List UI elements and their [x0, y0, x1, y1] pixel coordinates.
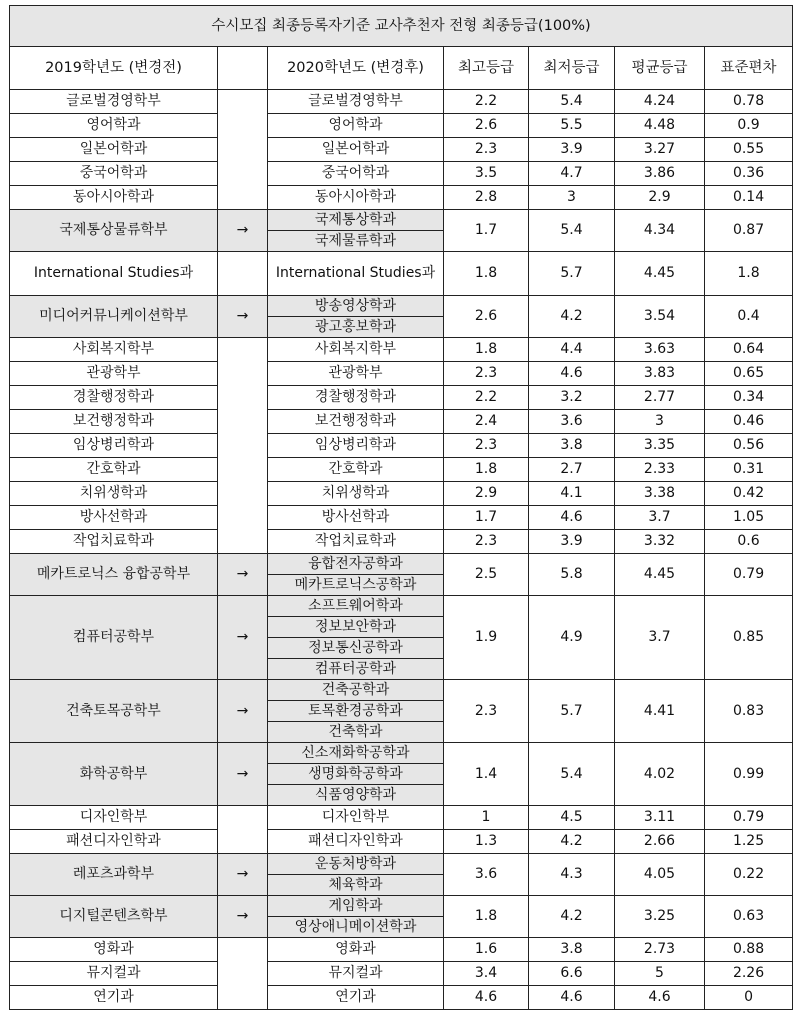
- max-grade-cell: 2.6: [444, 296, 529, 338]
- max-grade-cell: 1.9: [444, 596, 529, 680]
- header-row: [10, 47, 793, 90]
- old-dept-cell: 관광학부: [10, 362, 218, 386]
- new-dept-cell: 게임학과: [268, 896, 444, 917]
- change-arrow-cell: [218, 186, 268, 210]
- std-dev-cell: 0.88: [705, 938, 793, 962]
- table-row: [10, 162, 793, 186]
- old-dept-cell: 패션디자인학과: [10, 830, 218, 854]
- change-arrow-cell: [218, 938, 268, 962]
- max-grade-cell: 1.8: [444, 458, 529, 482]
- new-dept-cell: 토목환경공학과: [268, 701, 444, 722]
- max-grade-cell: 2.2: [444, 90, 529, 114]
- std-dev-cell: 0.79: [705, 806, 793, 830]
- new-dept-cell: 건축공학과: [268, 680, 444, 701]
- min-grade-cell: 5.4: [529, 743, 615, 806]
- old-dept-cell: 영화과: [10, 938, 218, 962]
- min-grade-cell: 4.2: [529, 830, 615, 854]
- max-grade-cell: 2.3: [444, 434, 529, 458]
- change-arrow-cell: →: [218, 680, 268, 743]
- avg-grade-cell: 3.32: [615, 530, 705, 554]
- old-dept-cell: 뮤지컬과: [10, 962, 218, 986]
- grade-table-sheet: [9, 5, 792, 1010]
- max-grade-cell: 1.6: [444, 938, 529, 962]
- table-row: [10, 506, 793, 530]
- old-dept-cell: 일본어학과: [10, 138, 218, 162]
- old-dept-cell: 글로벌경영학부: [10, 90, 218, 114]
- new-dept-cell: 융합전자공학과: [268, 554, 444, 575]
- table-row: [10, 410, 793, 434]
- std-dev-cell: 0.6: [705, 530, 793, 554]
- min-grade-cell: 3.9: [529, 530, 615, 554]
- new-dept-cell: 동아시아학과: [268, 186, 444, 210]
- old-dept-cell: 디지털콘텐츠학부: [10, 896, 218, 938]
- grade-table-body: [10, 6, 793, 1010]
- old-dept-cell: 사회복지학부: [10, 338, 218, 362]
- change-arrow-cell: [218, 338, 268, 362]
- new-dept-cell: 일본어학과: [268, 138, 444, 162]
- grade-table: [9, 5, 793, 1010]
- table-row: [10, 680, 793, 701]
- new-dept-cell: 연기과: [268, 986, 444, 1010]
- std-dev-cell: 0.87: [705, 210, 793, 252]
- max-grade-cell: 1.8: [444, 896, 529, 938]
- change-arrow-cell: [218, 434, 268, 458]
- min-grade-cell: 3.6: [529, 410, 615, 434]
- std-dev-cell: 2.26: [705, 962, 793, 986]
- avg-grade-cell: 4.34: [615, 210, 705, 252]
- table-row: [10, 830, 793, 854]
- new-dept-cell: 중국어학과: [268, 162, 444, 186]
- avg-grade-cell: 4.05: [615, 854, 705, 896]
- old-dept-cell: 연기과: [10, 986, 218, 1010]
- min-grade-cell: 4.1: [529, 482, 615, 506]
- change-arrow-cell: [218, 138, 268, 162]
- max-grade-cell: 3.6: [444, 854, 529, 896]
- header-arrow-blank: [218, 47, 268, 90]
- min-grade-cell: 4.2: [529, 896, 615, 938]
- header-max-grade: 최고등급: [444, 47, 529, 90]
- change-arrow-cell: →: [218, 296, 268, 338]
- table-row: [10, 986, 793, 1010]
- std-dev-cell: 0.55: [705, 138, 793, 162]
- header-min-grade: 최저등급: [529, 47, 615, 90]
- table-row: [10, 186, 793, 210]
- new-dept-cell: 체육학과: [268, 875, 444, 896]
- avg-grade-cell: 4.48: [615, 114, 705, 138]
- change-arrow-cell: [218, 986, 268, 1010]
- new-dept-cell: 생명화학공학과: [268, 764, 444, 785]
- change-arrow-cell: [218, 806, 268, 830]
- change-arrow-cell: [218, 830, 268, 854]
- std-dev-cell: 0.4: [705, 296, 793, 338]
- max-grade-cell: 2.6: [444, 114, 529, 138]
- avg-grade-cell: 4.45: [615, 252, 705, 296]
- change-arrow-cell: [218, 458, 268, 482]
- std-dev-cell: 0.56: [705, 434, 793, 458]
- table-row: [10, 362, 793, 386]
- min-grade-cell: 4.6: [529, 362, 615, 386]
- table-row: [10, 530, 793, 554]
- old-dept-cell: 건축토목공학부: [10, 680, 218, 743]
- min-grade-cell: 4.6: [529, 506, 615, 530]
- change-arrow-cell: [218, 90, 268, 114]
- new-dept-cell: 관광학부: [268, 362, 444, 386]
- change-arrow-cell: [218, 506, 268, 530]
- std-dev-cell: 0.79: [705, 554, 793, 596]
- header-old-year: 2019학년도 (변경전): [10, 47, 218, 90]
- old-dept-cell: 화학공학부: [10, 743, 218, 806]
- max-grade-cell: 2.3: [444, 362, 529, 386]
- new-dept-cell: 사회복지학부: [268, 338, 444, 362]
- old-dept-cell: 보건행정학과: [10, 410, 218, 434]
- table-row: [10, 743, 793, 764]
- new-dept-cell: 건축학과: [268, 722, 444, 743]
- new-dept-cell: 경찰행정학과: [268, 386, 444, 410]
- max-grade-cell: 3.5: [444, 162, 529, 186]
- std-dev-cell: 0.78: [705, 90, 793, 114]
- min-grade-cell: 5.4: [529, 90, 615, 114]
- std-dev-cell: 1.8: [705, 252, 793, 296]
- change-arrow-cell: →: [218, 854, 268, 896]
- avg-grade-cell: 2.33: [615, 458, 705, 482]
- old-dept-cell: 치위생학과: [10, 482, 218, 506]
- avg-grade-cell: 2.73: [615, 938, 705, 962]
- avg-grade-cell: 3.83: [615, 362, 705, 386]
- table-row: [10, 252, 793, 296]
- min-grade-cell: 4.5: [529, 806, 615, 830]
- table-row: [10, 386, 793, 410]
- new-dept-cell: 치위생학과: [268, 482, 444, 506]
- min-grade-cell: 4.6: [529, 986, 615, 1010]
- min-grade-cell: 4.3: [529, 854, 615, 896]
- max-grade-cell: 2.4: [444, 410, 529, 434]
- avg-grade-cell: 4.45: [615, 554, 705, 596]
- new-dept-cell: 식품영양학과: [268, 785, 444, 806]
- old-dept-cell: 방사선학과: [10, 506, 218, 530]
- new-dept-cell: 정보보안학과: [268, 617, 444, 638]
- new-dept-cell: 임상병리학과: [268, 434, 444, 458]
- table-row: [10, 114, 793, 138]
- change-arrow-cell: →: [218, 743, 268, 806]
- change-arrow-cell: [218, 362, 268, 386]
- min-grade-cell: 3.8: [529, 434, 615, 458]
- old-dept-cell: 영어학과: [10, 114, 218, 138]
- std-dev-cell: 0.36: [705, 162, 793, 186]
- min-grade-cell: 4.9: [529, 596, 615, 680]
- new-dept-cell: 간호학과: [268, 458, 444, 482]
- avg-grade-cell: 5: [615, 962, 705, 986]
- max-grade-cell: 1.7: [444, 210, 529, 252]
- new-dept-cell: 소프트웨어학과: [268, 596, 444, 617]
- new-dept-cell: 메카트로닉스공학과: [268, 575, 444, 596]
- new-dept-cell: 디자인학부: [268, 806, 444, 830]
- std-dev-cell: 0.34: [705, 386, 793, 410]
- min-grade-cell: 5.5: [529, 114, 615, 138]
- change-arrow-cell: →: [218, 210, 268, 252]
- new-dept-cell: International Studies과: [268, 252, 444, 296]
- change-arrow-cell: [218, 482, 268, 506]
- avg-grade-cell: 4.6: [615, 986, 705, 1010]
- avg-grade-cell: 3: [615, 410, 705, 434]
- header-new-year: 2020학년도 (변경후): [268, 47, 444, 90]
- table-title: 수시모집 최종등록자기준 교사추천자 전형 최종등급(100%): [10, 6, 793, 47]
- table-row: [10, 596, 793, 617]
- max-grade-cell: 2.3: [444, 680, 529, 743]
- avg-grade-cell: 2.9: [615, 186, 705, 210]
- min-grade-cell: 3.2: [529, 386, 615, 410]
- old-dept-cell: International Studies과: [10, 252, 218, 296]
- old-dept-cell: 미디어커뮤니케이션학부: [10, 296, 218, 338]
- avg-grade-cell: 3.11: [615, 806, 705, 830]
- avg-grade-cell: 4.24: [615, 90, 705, 114]
- max-grade-cell: 2.3: [444, 138, 529, 162]
- old-dept-cell: 국제통상물류학부: [10, 210, 218, 252]
- min-grade-cell: 4.4: [529, 338, 615, 362]
- new-dept-cell: 광고홍보학과: [268, 317, 444, 338]
- min-grade-cell: 5.8: [529, 554, 615, 596]
- std-dev-cell: 0.9: [705, 114, 793, 138]
- table-row: [10, 458, 793, 482]
- table-row: [10, 962, 793, 986]
- avg-grade-cell: 3.86: [615, 162, 705, 186]
- min-grade-cell: 6.6: [529, 962, 615, 986]
- new-dept-cell: 영상애니메이션학과: [268, 917, 444, 938]
- min-grade-cell: 3.9: [529, 138, 615, 162]
- table-row: [10, 938, 793, 962]
- change-arrow-cell: →: [218, 896, 268, 938]
- min-grade-cell: 2.7: [529, 458, 615, 482]
- table-row: [10, 210, 793, 231]
- std-dev-cell: 0: [705, 986, 793, 1010]
- new-dept-cell: 방사선학과: [268, 506, 444, 530]
- avg-grade-cell: 4.02: [615, 743, 705, 806]
- new-dept-cell: 글로벌경영학부: [268, 90, 444, 114]
- avg-grade-cell: 3.27: [615, 138, 705, 162]
- change-arrow-cell: [218, 114, 268, 138]
- std-dev-cell: 0.99: [705, 743, 793, 806]
- table-row: [10, 90, 793, 114]
- std-dev-cell: 0.63: [705, 896, 793, 938]
- change-arrow-cell: [218, 386, 268, 410]
- avg-grade-cell: 3.35: [615, 434, 705, 458]
- max-grade-cell: 2.5: [444, 554, 529, 596]
- avg-grade-cell: 2.66: [615, 830, 705, 854]
- std-dev-cell: 0.22: [705, 854, 793, 896]
- table-row: [10, 896, 793, 917]
- header-avg-grade: 평균등급: [615, 47, 705, 90]
- new-dept-cell: 국제통상학과: [268, 210, 444, 231]
- new-dept-cell: 패션디자인학과: [268, 830, 444, 854]
- table-row: [10, 296, 793, 317]
- avg-grade-cell: 3.25: [615, 896, 705, 938]
- old-dept-cell: 디자인학부: [10, 806, 218, 830]
- std-dev-cell: 0.14: [705, 186, 793, 210]
- old-dept-cell: 임상병리학과: [10, 434, 218, 458]
- new-dept-cell: 뮤지컬과: [268, 962, 444, 986]
- max-grade-cell: 1.4: [444, 743, 529, 806]
- change-arrow-cell: [218, 162, 268, 186]
- new-dept-cell: 방송영상학과: [268, 296, 444, 317]
- new-dept-cell: 신소재화학공학과: [268, 743, 444, 764]
- change-arrow-cell: →: [218, 554, 268, 596]
- min-grade-cell: 4.7: [529, 162, 615, 186]
- old-dept-cell: 메카트로닉스 융합공학부: [10, 554, 218, 596]
- std-dev-cell: 0.46: [705, 410, 793, 434]
- avg-grade-cell: 3.38: [615, 482, 705, 506]
- avg-grade-cell: 2.77: [615, 386, 705, 410]
- avg-grade-cell: 3.7: [615, 506, 705, 530]
- change-arrow-cell: [218, 252, 268, 296]
- max-grade-cell: 2.2: [444, 386, 529, 410]
- min-grade-cell: 5.4: [529, 210, 615, 252]
- table-row: [10, 482, 793, 506]
- change-arrow-cell: [218, 962, 268, 986]
- avg-grade-cell: 3.7: [615, 596, 705, 680]
- std-dev-cell: 0.42: [705, 482, 793, 506]
- table-row: [10, 138, 793, 162]
- max-grade-cell: 1.7: [444, 506, 529, 530]
- change-arrow-cell: →: [218, 596, 268, 680]
- max-grade-cell: 2.9: [444, 482, 529, 506]
- title-row: [10, 6, 793, 47]
- change-arrow-cell: [218, 530, 268, 554]
- table-row: [10, 338, 793, 362]
- max-grade-cell: 1.3: [444, 830, 529, 854]
- new-dept-cell: 작업치료학과: [268, 530, 444, 554]
- max-grade-cell: 2.3: [444, 530, 529, 554]
- header-std-dev: 표준편차: [705, 47, 793, 90]
- table-row: [10, 434, 793, 458]
- std-dev-cell: 1.25: [705, 830, 793, 854]
- max-grade-cell: 3.4: [444, 962, 529, 986]
- max-grade-cell: 4.6: [444, 986, 529, 1010]
- new-dept-cell: 정보통신공학과: [268, 638, 444, 659]
- new-dept-cell: 보건행정학과: [268, 410, 444, 434]
- table-row: [10, 854, 793, 875]
- old-dept-cell: 중국어학과: [10, 162, 218, 186]
- min-grade-cell: 3.8: [529, 938, 615, 962]
- max-grade-cell: 1: [444, 806, 529, 830]
- old-dept-cell: 레포츠과학부: [10, 854, 218, 896]
- old-dept-cell: 작업치료학과: [10, 530, 218, 554]
- min-grade-cell: 5.7: [529, 680, 615, 743]
- table-row: [10, 806, 793, 830]
- min-grade-cell: 3: [529, 186, 615, 210]
- new-dept-cell: 운동처방학과: [268, 854, 444, 875]
- new-dept-cell: 영어학과: [268, 114, 444, 138]
- table-row: [10, 554, 793, 575]
- old-dept-cell: 동아시아학과: [10, 186, 218, 210]
- old-dept-cell: 간호학과: [10, 458, 218, 482]
- std-dev-cell: 0.31: [705, 458, 793, 482]
- old-dept-cell: 컴퓨터공학부: [10, 596, 218, 680]
- max-grade-cell: 1.8: [444, 338, 529, 362]
- std-dev-cell: 0.64: [705, 338, 793, 362]
- new-dept-cell: 컴퓨터공학과: [268, 659, 444, 680]
- avg-grade-cell: 3.63: [615, 338, 705, 362]
- std-dev-cell: 0.65: [705, 362, 793, 386]
- avg-grade-cell: 3.54: [615, 296, 705, 338]
- new-dept-cell: 국제물류학과: [268, 231, 444, 252]
- min-grade-cell: 5.7: [529, 252, 615, 296]
- avg-grade-cell: 4.41: [615, 680, 705, 743]
- max-grade-cell: 1.8: [444, 252, 529, 296]
- new-dept-cell: 영화과: [268, 938, 444, 962]
- std-dev-cell: 1.05: [705, 506, 793, 530]
- std-dev-cell: 0.83: [705, 680, 793, 743]
- max-grade-cell: 2.8: [444, 186, 529, 210]
- change-arrow-cell: [218, 410, 268, 434]
- old-dept-cell: 경찰행정학과: [10, 386, 218, 410]
- std-dev-cell: 0.85: [705, 596, 793, 680]
- min-grade-cell: 4.2: [529, 296, 615, 338]
